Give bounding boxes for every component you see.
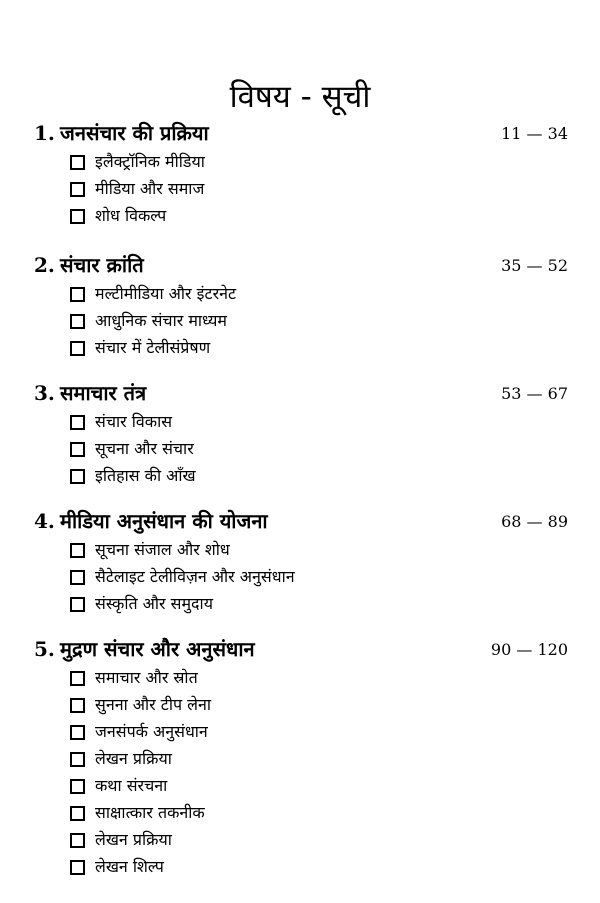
checkbox-icon: [70, 597, 85, 612]
topic-list: [0, 408, 600, 489]
checkbox-icon: [70, 155, 85, 170]
checkbox-icon: [70, 806, 85, 821]
topic-list: [0, 148, 600, 229]
checkbox-icon: [70, 860, 85, 875]
topic-item: [0, 408, 600, 435]
topic-item: [0, 334, 600, 361]
topic-label: मल्टीमीडिया और इंटरनेट: [95, 284, 237, 303]
topic-label: लेखन प्रक्रिया: [95, 830, 172, 849]
topic-label: लेखन प्रक्रिया: [95, 749, 172, 768]
chapter-heading: [0, 378, 600, 408]
topic-item: [0, 148, 600, 175]
topic-label: शोध विकल्प: [95, 206, 167, 225]
checkbox-icon: [70, 415, 85, 430]
chapter-page-range: 68 — 89: [501, 512, 568, 531]
checkbox-icon: [70, 442, 85, 457]
chapter-title: मीडिया अनुसंधान की योजना: [60, 509, 268, 533]
chapter-page-range: 11 — 34: [501, 124, 568, 143]
topic-item: [0, 664, 600, 691]
topic-item: [0, 202, 600, 229]
topic-label: जनसंपर्क अनुसंधान: [95, 722, 208, 741]
topic-label: संस्कृति और समुदाय: [95, 594, 213, 613]
chapter-page-range: 53 — 67: [501, 384, 568, 403]
checkbox-icon: [70, 752, 85, 767]
chapter-title: मुद्रण संचार और अनुसंधान: [60, 637, 255, 661]
chapter-heading: [0, 506, 600, 536]
checkbox-icon: [70, 779, 85, 794]
chapter-heading: [0, 118, 600, 148]
topic-label: सूचना और संचार: [95, 439, 194, 458]
topic-label: कथा संरचना: [95, 776, 168, 795]
topic-item: [0, 853, 600, 880]
topic-item: [0, 799, 600, 826]
topic-label: समाचार और स्रोत: [95, 668, 198, 687]
topic-item: [0, 563, 600, 590]
topic-item: [0, 745, 600, 772]
chapter-title: जनसंचार की प्रक्रिया: [60, 121, 209, 145]
page-title: विषय - सूची: [229, 78, 371, 115]
topic-item: [0, 691, 600, 718]
checkbox-icon: [70, 182, 85, 197]
topic-item: [0, 280, 600, 307]
chapter-heading: [0, 250, 600, 280]
topic-label: साक्षात्कार तकनीक: [95, 803, 205, 822]
topic-label: सुनना और टीप लेना: [95, 695, 212, 714]
chapter-number: 2.: [34, 253, 55, 277]
checkbox-icon: [70, 469, 85, 484]
chapter-title: समाचार तंत्र: [60, 381, 147, 405]
chapter-heading: [0, 634, 600, 664]
topic-list: [0, 280, 600, 361]
topic-label: सूचना संजाल और शोध: [95, 540, 230, 559]
chapter-4: [0, 506, 600, 617]
topic-label: आधुनिक संचार माध्यम: [95, 311, 227, 330]
chapter-1: [0, 118, 600, 229]
topic-label: लेखन शिल्प: [95, 857, 164, 876]
topic-item: [0, 826, 600, 853]
chapter-page-range: 35 — 52: [501, 256, 568, 275]
chapter-number: 5.: [34, 637, 55, 661]
checkbox-icon: [70, 671, 85, 686]
chapter-2: [0, 250, 600, 361]
chapter-number: 1.: [34, 121, 55, 145]
topic-label: सैटेलाइट टेलीविज़न और अनुसंधान: [95, 567, 295, 586]
topic-label: संचार में टेलीसंप्रेषण: [95, 338, 211, 357]
topic-item: [0, 435, 600, 462]
chapter-page-range: 90 — 120: [490, 640, 568, 659]
chapter-number: 3.: [34, 381, 55, 405]
topic-item: [0, 718, 600, 745]
topic-label: मीडिया और समाज: [95, 179, 205, 198]
topic-list: [0, 536, 600, 617]
checkbox-icon: [70, 287, 85, 302]
checkbox-icon: [70, 543, 85, 558]
checkbox-icon: [70, 314, 85, 329]
topic-list: [0, 664, 600, 880]
checkbox-icon: [70, 725, 85, 740]
checkbox-icon: [70, 209, 85, 224]
chapter-5: [0, 634, 600, 880]
topic-item: [0, 590, 600, 617]
topic-item: [0, 307, 600, 334]
topic-item: [0, 772, 600, 799]
topic-item: [0, 462, 600, 489]
topic-item: [0, 175, 600, 202]
checkbox-icon: [70, 833, 85, 848]
chapter-number: 4.: [34, 509, 55, 533]
topic-label: इतिहास की आँख: [95, 466, 196, 485]
chapter-title: संचार क्रांति: [60, 253, 144, 277]
topic-label: इलैक्ट्रॉनिक मीडिया: [95, 152, 205, 171]
chapter-3: [0, 378, 600, 489]
checkbox-icon: [70, 698, 85, 713]
topic-label: संचार विकास: [95, 412, 173, 431]
topic-item: [0, 536, 600, 563]
checkbox-icon: [70, 341, 85, 356]
checkbox-icon: [70, 570, 85, 585]
